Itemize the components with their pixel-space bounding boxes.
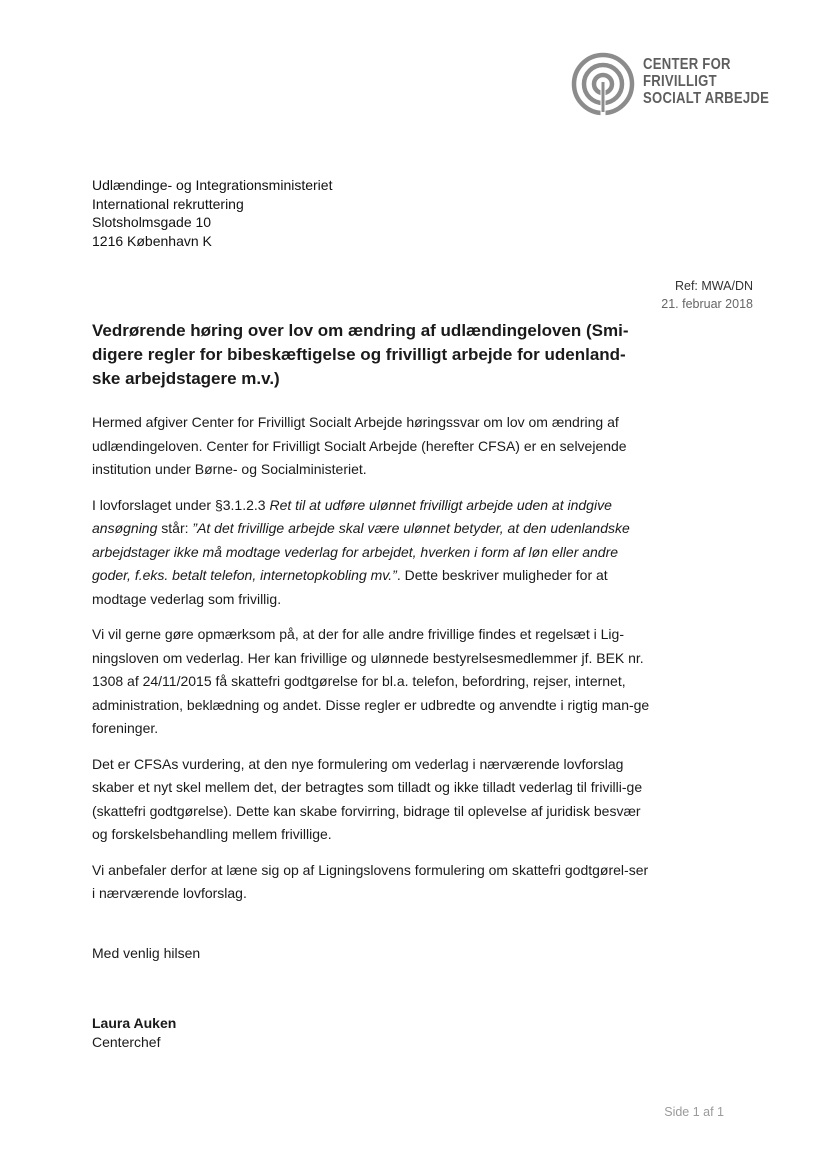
address-line-3: Slotsholmsgade 10 [92,214,212,230]
cfsa-logo-emblem-icon [571,52,635,116]
reference-block [661,277,753,313]
paragraph-4: Det er CFSAs vurdering, at den nye formulering om vederlag i nærværende lovforslag skaber et nyt skel mellem det, der betragtes som tilladt og ikke tilladt vederlag til frivilli-ge (skattefri godtgørelse). Dette kan skabe forvirring, bidrage til oplevelse af juridisk besvær og forskelsbehandling mellem frivillige. [92,755,643,842]
logo-line-1: CENTER FOR [643,56,731,73]
recipient-address [92,176,332,250]
cfsa-logo [571,52,771,116]
paragraph-2-intro: I lovforslaget under §3.1.2.3 [92,496,270,513]
paragraph-1: Hermed afgiver Center for Frivilligt Socialt Arbejde høringssvar om lov om ændring af udlændingeloven. Center for Frivilligt Socialt Arbejde (herefter CFSA) er en selvejende institution under Børne- og Socialministeriet. [92,414,627,477]
paragraph-2-outro: . Dette beskriver muligheder for at modtage vederlag som frivillig. [92,567,608,607]
paragraph-3: Vi vil gerne gøre opmærksom på, at der for alle andre frivillige findes et regelsæt i Lig-ningsloven om vederlag. Her kan frivillige og ulønnede bestyrelsesmedlemmer jf. BEK nr. 1308 af 24/11/2015 få skattefri godtgørelse for bl.a. telefon, befordring, rejser, internet, administration, beklædning og andet. Disse regler er udbredte og anvendte i rigtig man-ge foreninger. [92,626,650,736]
signature-block [92,1014,176,1052]
letter-body [92,411,652,918]
paragraph-5: Vi anbefaler derfor at læne sig op af Ligningslovens formulering om skattefri godtgørel-ser i nærværende lovforslag. [92,861,649,901]
signer-role: Centerchef [92,1034,161,1050]
section-heading-ref: Ret til at udføre ulønnet frivilligt arbejde uden at indgive ansøgning [92,496,612,536]
page-number: Side 1 af 1 [664,1105,724,1119]
logo-wordmark [643,56,769,107]
signer-name: Laura Auken [92,1015,177,1031]
reference-code: Ref: MWA/DN [674,279,753,293]
logo-line-3: SOCIALT ARBEJDE [643,90,770,107]
logo-line-2: FRIVILLIGT [643,73,717,90]
paragraph-2-connector: står: [157,520,193,536]
letter-title: Vedrørende høring over lov om ændring af udlændingeloven (Smi-digere regler for bibeskæftigelse og frivilligt arbejde for udenland-ske arbejdstagere m.v.) [92,321,629,388]
paragraph-2 [92,494,652,612]
letter-date: 21. februar 2018 [661,297,753,311]
quoted-law-text: ”At det frivillige arbejde skal være ulønnet betyder, at den udenlandske arbejdstager ikke må modtage vederlag for arbejdet, hverken i form af løn eller andre goder, f.eks. betalt telefon, internetopkobling mv.” [92,520,630,583]
address-line-1: Udlændinge- og Integrationsministeriet [92,177,333,193]
address-line-4: 1216 København K [92,232,212,249]
address-line-2: International rekruttering [92,195,244,212]
closing-greeting: Med venlig hilsen [92,945,201,961]
